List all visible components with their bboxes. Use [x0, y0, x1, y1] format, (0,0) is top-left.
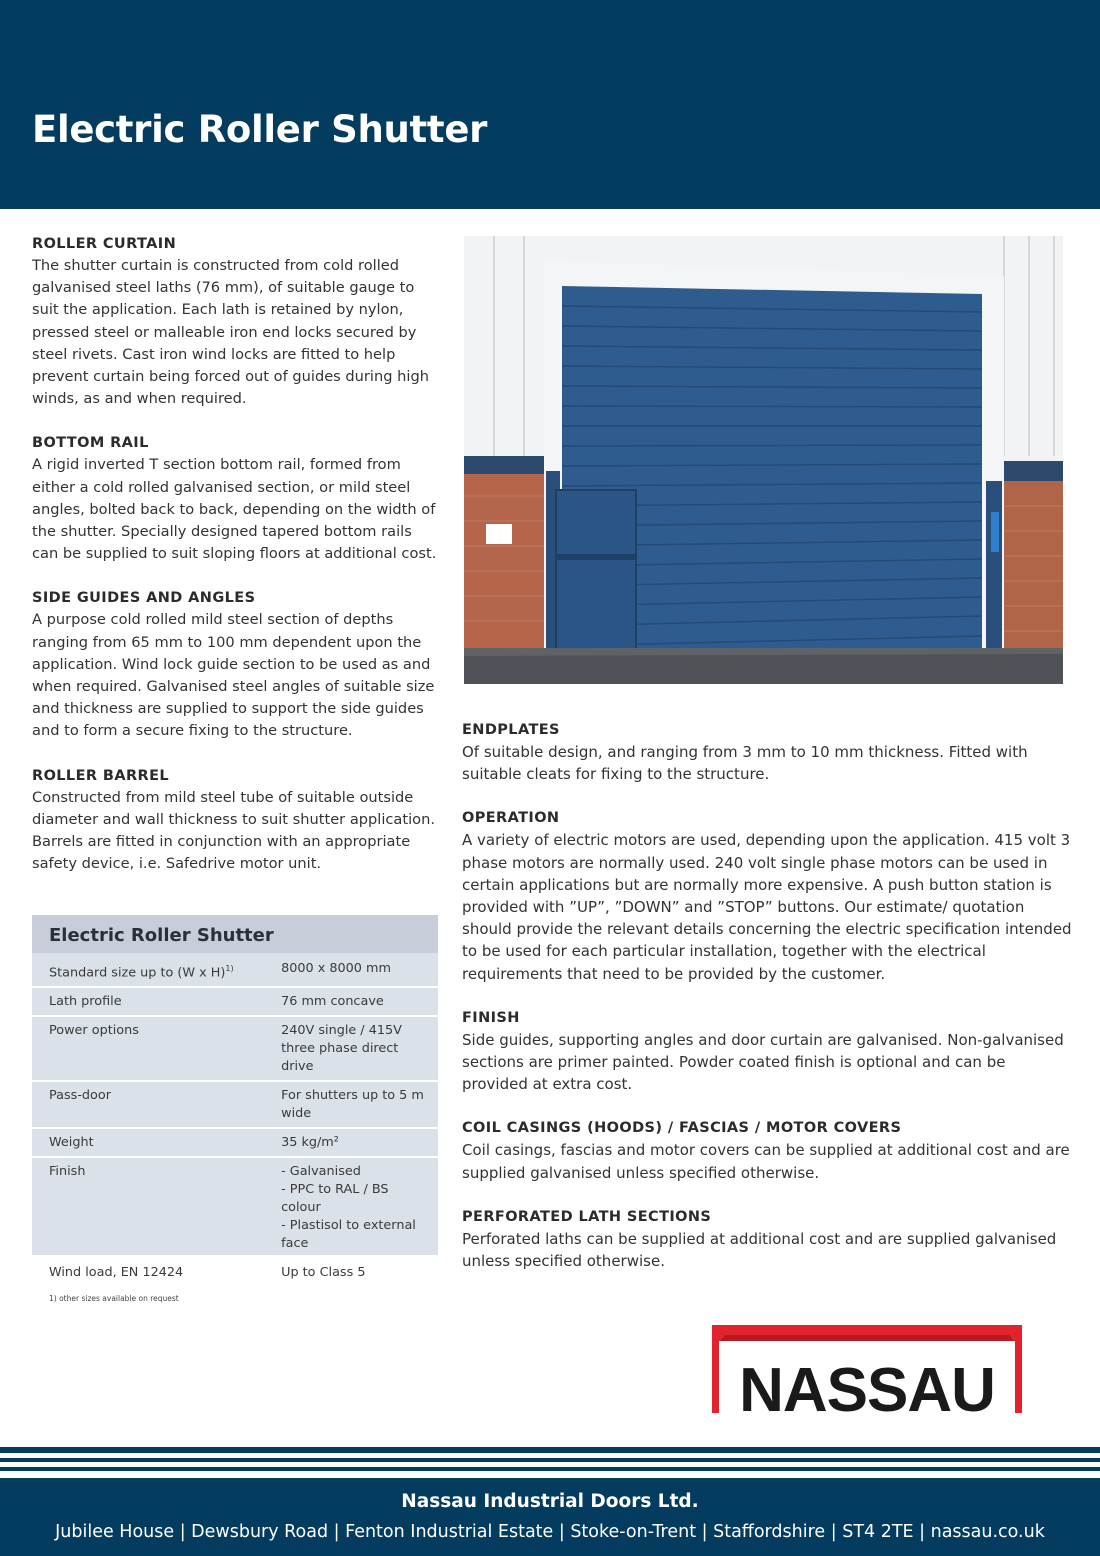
footer-company: Nassau Industrial Doors Ltd. — [401, 1491, 699, 1512]
footer-address: Jubilee House | Dewsbury Road | Fenton Industrial Estate | Stoke-on-Trent | Staffordshire | ST4 2TE | nassau.co.uk — [55, 1522, 1045, 1542]
section-body: A purpose cold rolled mild steel section of depths ranging from 65 mm to 100 mm dependent upon the application. Wind lock guide section to be used as and when required. Galvanised steel angles of suitable size and thickness are supplied to support the side guides and to form a secure fixing to the structure. — [32, 611, 435, 740]
spec-value: 35 kg/m² — [271, 1128, 438, 1157]
spec-table-title: Electric Roller Shutter — [49, 925, 274, 946]
spec-footnote: 1) other sizes available on request — [49, 1294, 179, 1304]
table-row — [32, 1258, 438, 1287]
section-perforated-laths — [462, 1206, 1072, 1272]
table-row — [32, 1016, 438, 1081]
footer-stripe — [0, 1467, 1100, 1471]
section-heading: SIDE GUIDES AND ANGLES — [32, 590, 256, 607]
section-heading: COIL CASINGS (HOODS) / FASCIAS / MOTOR COVERS — [462, 1120, 902, 1137]
table-row — [32, 1157, 438, 1258]
section-body: A variety of electric motors are used, depending upon the application. 415 volt 3 phase motors are normally used. 240 volt single phase motors can be used in certain applications but are normally more expensive. A push button station is provided with ”UP”, ”DOWN” and ”STOP” buttons. Our estimate/ quotation should provide the relevant details concerning the electric specification intended to be used for each particular installation, together with the electrical requirements that need to be provided by the customer. — [462, 831, 1072, 983]
page-title: Electric Roller Shutter — [32, 108, 488, 151]
logo-wordmark: NASSAU — [739, 1356, 995, 1417]
spec-label: Power options — [32, 1016, 271, 1081]
spec-value: For shutters up to 5 m wide — [271, 1081, 438, 1128]
spec-label: Weight — [32, 1128, 271, 1157]
section-side-guides — [32, 587, 442, 742]
nassau-logo-mark — [712, 1325, 1022, 1417]
table-row — [32, 1081, 438, 1128]
spec-value: 240V single / 415V three phase direct drive — [271, 1016, 438, 1081]
section-bottom-rail — [32, 432, 442, 565]
left-column — [32, 233, 442, 897]
section-heading: OPERATION — [462, 810, 560, 827]
section-roller-curtain — [32, 233, 442, 410]
spec-label: Pass-door — [32, 1081, 271, 1128]
section-body: Constructed from mild steel tube of suitable outside diameter and wall thickness to suit shutter application. Barrels are fitted in conjunction with an appropriate safety device, i.e. Safedrive motor unit. — [32, 788, 435, 873]
section-body: Coil casings, fascias and motor covers can be supplied at additional cost and are supplied galvanised unless specified otherwise. — [462, 1141, 1070, 1182]
footnote-marker: 1) — [225, 964, 234, 973]
spec-value: 76 mm concave — [271, 987, 438, 1016]
section-body: Perforated laths can be supplied at additional cost and are supplied galvanised unless specified otherwise. — [462, 1229, 1057, 1271]
spec-value: - Galvanised - PPC to RAL / BS colour - Plastisol to external face — [271, 1157, 438, 1258]
section-heading: ENDPLATES — [462, 722, 560, 738]
spec-label: Lath profile — [32, 987, 271, 1016]
footer — [0, 1478, 1100, 1556]
section-heading: ROLLER CURTAIN — [32, 236, 177, 252]
spec-value: Up to Class 5 — [271, 1258, 438, 1287]
section-heading: ROLLER BARREL — [32, 767, 170, 784]
spec-label: Wind load, EN 12424 — [32, 1258, 271, 1287]
section-roller-barrel — [32, 765, 442, 876]
section-body: Side guides, supporting angles and door curtain are galvanised. Non-galvanised sections are primer painted. Powder coated finish is optional and can be provided at extra cost. — [462, 1030, 1064, 1094]
right-column — [462, 719, 1072, 1294]
spec-table-header — [32, 915, 438, 953]
section-coil-casings — [462, 1117, 1072, 1183]
spec-table-body — [32, 955, 438, 1288]
table-row — [32, 1128, 438, 1157]
table-row — [32, 987, 438, 1016]
section-heading: PERFORATED LATH SECTIONS — [462, 1208, 712, 1225]
spec-label: Finish — [32, 1157, 271, 1258]
shutter-photo-image — [464, 236, 1063, 684]
spec-value: 8000 x 8000 mm — [271, 955, 438, 987]
section-endplates — [462, 719, 1072, 785]
shutter-photo — [464, 236, 1063, 684]
section-finish — [462, 1007, 1072, 1096]
section-heading: BOTTOM RAIL — [32, 435, 149, 452]
nassau-logo — [712, 1325, 1022, 1417]
footer-stripe — [0, 1458, 1100, 1462]
section-heading: FINISH — [462, 1009, 520, 1026]
section-body: A rigid inverted T section bottom rail, formed from either a cold rolled galvanised section, or mild steel angles, bolted back to back, depending on the width of the shutter. Specially designed tapered bottom rails can be supplied to suit sloping floors at additional cost. — [32, 456, 437, 563]
footer-stripe — [0, 1447, 1100, 1453]
table-row — [32, 955, 438, 987]
header-banner — [0, 0, 1100, 209]
section-body: Of suitable design, and ranging from 3 mm to 10 mm thickness. Fitted with suitable cleats for fixing to the structure. — [462, 743, 1028, 784]
spec-label: Standard size up to (W x H)$^{1)}$ — [32, 955, 271, 987]
spec-table — [32, 915, 438, 1304]
section-body: The shutter curtain is constructed from cold rolled galvanised steel laths (76 mm), of suitable gauge to suit the application. Each lath is retained by nylon, pressed steel or malleable iron end locks secured by steel rivets. Cast iron wind locks are fitted to help prevent curtain being forced out of guides during high winds, as and when required. — [32, 257, 429, 408]
section-operation — [462, 807, 1072, 984]
